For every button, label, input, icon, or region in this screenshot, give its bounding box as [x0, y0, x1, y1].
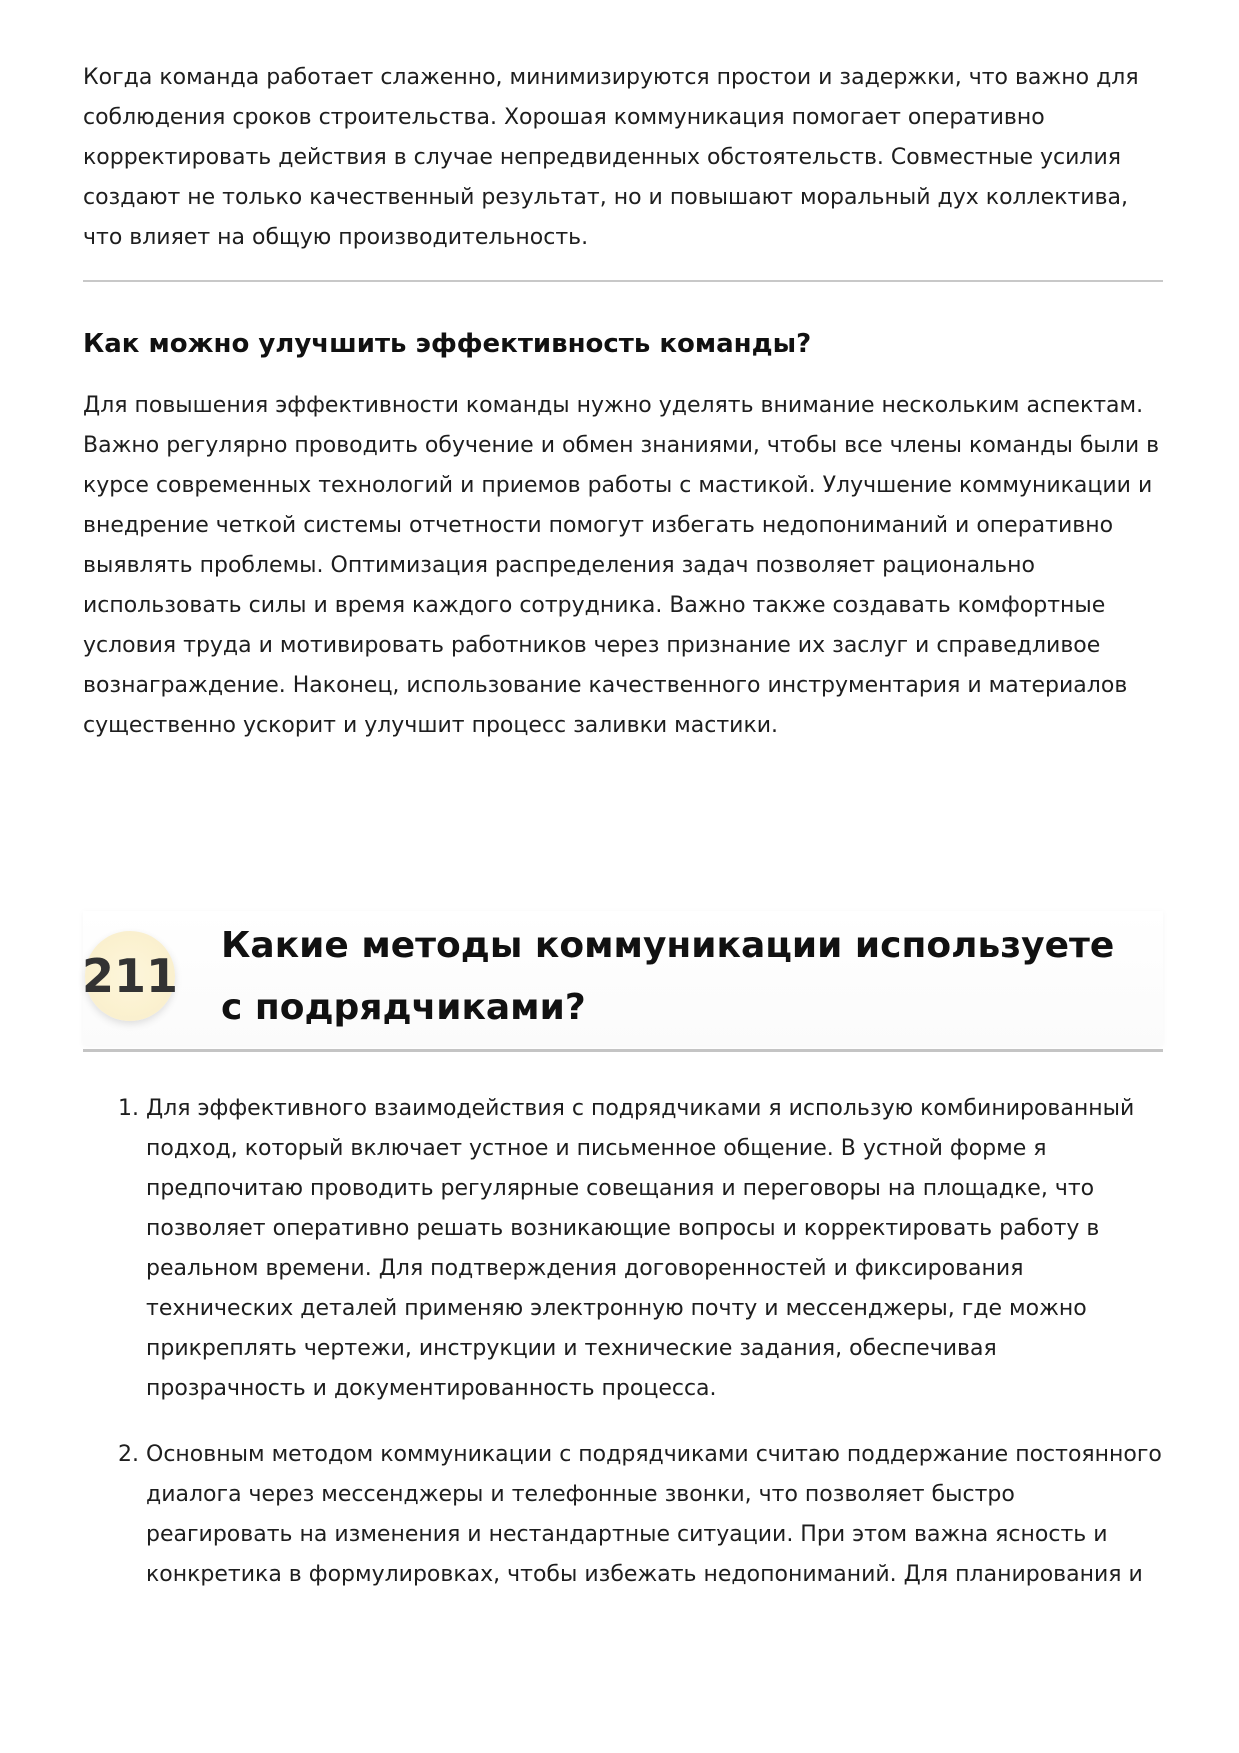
section-paragraph: Для повышения эффективности команды нужно уделять внимание нескольким аспектам. Важно регулярно проводить обучение и обмен знаниями, чтобы все члены команды были в курсе современных технологий и приемов работы с мастикой. Улучшение коммуникации и внедрение четкой системы отчетности помогут избегать недопониманий и оперативно выявлять проблемы. Оптимизация распределения задач позволяет рационально использовать силы и время каждого сотрудника. Важно также создавать комфортные условия труда и мотивировать работников через признание их заслуг и справедливое вознаграждение. Наконец, использование качественного инструментария и материалов существенно ускорит и улучшит процесс заливки мастики. [83, 393, 1160, 738]
section-divider [83, 280, 1163, 282]
answer-text: Основным методом коммуникации с подрядчиками считаю поддержание постоянного диалога через мессенджеры и телефонные звонки, что позволяет быстро реагировать на изменения и нестандартные ситуации. При этом важна ясность и конкретика в формулировках, чтобы избежать недопониманий. Для планирования и [146, 1442, 1162, 1587]
answer-item [83, 1435, 1163, 1595]
question-header [83, 911, 1163, 1051]
question-title: Какие методы коммуникации используете с подрядчиками? [221, 925, 1115, 1028]
answer-text: Для эффективного взаимодействия с подрядчиками я использую комбинированный подход, который включает устное и письменное общение. В устной форме я предпочитаю проводить регулярные совещания и переговоры на площадке, что позволяет оперативно решать возникающие вопросы и корректировать работу в реальном времени. Для подтверждения договоренностей и фиксирования технических деталей применяю электронную почту и мессенджеры, где можно прикреплять чертежи, инструкции и технические задания, обеспечивая прозрачность и документированность процесса. [146, 1096, 1135, 1401]
intro-paragraph: Когда команда работает слаженно, минимизируются простои и задержки, что важно для соблюдения сроков строительства. Хорошая коммуникация помогает оперативно корректировать действия в случае непредвиденных обстоятельств. Совместные усилия создают не только качественный результат, но и повышают моральный дух коллектива, что влияет на общую производительность. [83, 65, 1139, 250]
question-divider [83, 1049, 1163, 1052]
answer-item [83, 1089, 1163, 1409]
answer-list [83, 1089, 1163, 1595]
question-number-badge: 211 [85, 931, 175, 1021]
answer-marker: 1. [118, 1096, 139, 1121]
section-heading: Как можно улучшить эффективность команды? [83, 329, 812, 359]
answer-marker: 2. [118, 1442, 139, 1467]
document-page [83, 58, 1163, 1621]
